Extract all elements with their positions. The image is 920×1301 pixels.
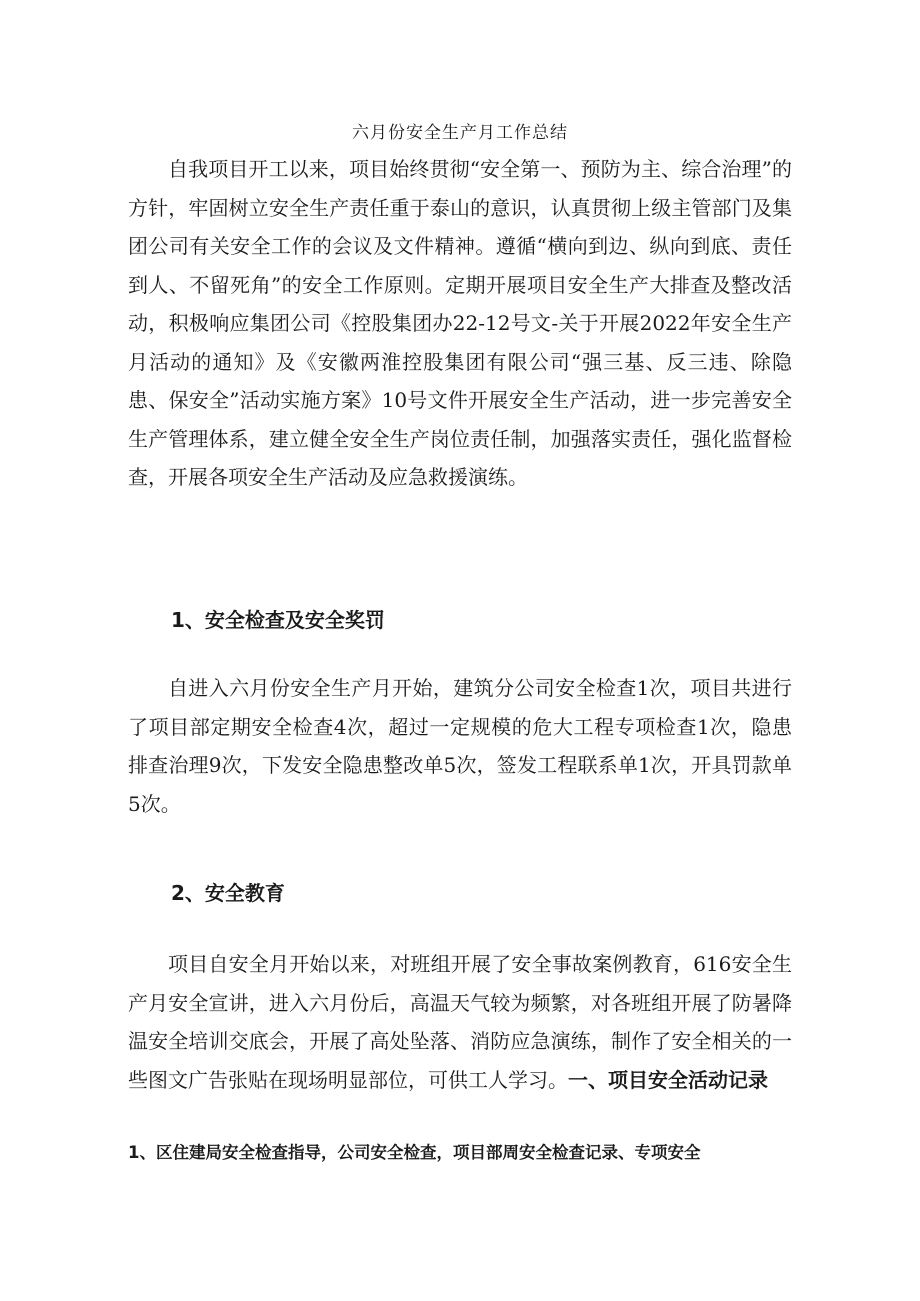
safety-inspection-paragraph: 自进入六月份安全生产月开始，建筑分公司安全检查1次，项目共进行了项目部定期安全检查4次，超过一定规模的危大工程专项检查1次，隐患排查治理9次，下发安全隐患整改单5次，签发工程联系单1次，开具罚款单5次。 [128, 676, 792, 816]
safety-education-paragraph [128, 945, 792, 1099]
section-heading-safety-inspection: 1、安全检查及安全奖罚 [171, 608, 385, 632]
safety-education-text: 项目自安全月开始以来，对班组开展了安全事故案例教育，616安全生产月安全宣讲，进入六月份后，高温天气较为频繁，对各班组开展了防暑降温安全培训交底会，开展了高处坠落、消防应急演练，制作了安全相关的一些图文广告张贴在现场明显部位，可供工人学习。 [128, 952, 792, 1092]
activity-records-line: 1、区住建局安全检查指导，公司安全检查，项目部周安全检查记录、专项安全 [128, 1143, 701, 1162]
section-heading-activity-records: 一、项目安全活动记录 [568, 1067, 768, 1092]
document-title: 六月份安全生产月工作总结 [352, 123, 568, 143]
intro-paragraph: 自我项目开工以来，项目始终贯彻“安全第一、预防为主、综合治理”的方针，牢固树立安全生产责任重于泰山的意识，认真贯彻上级主管部门及集团公司有关安全工作的会议及文件精神。遵循“横向到边、纵向到底、责任到人、不留死角”的安全工作原则。定期开展项目安全生产大排查及整改活动，积极响应集团公司《控股集团办22-12号文-关于开展2022年安全生产月活动的通知》及《安徽两淮控股集团有限公司“强三基、反三违、除隐患、保安全”活动实施方案》10号文件开展安全生产活动，进一步完善安全生产管理体系，建立健全安全生产岗位责任制，加强落实责任，强化监督检查，开展各项安全生产活动及应急救援演练。 [128, 157, 792, 489]
section-heading-safety-education: 2、安全教育 [171, 881, 285, 905]
